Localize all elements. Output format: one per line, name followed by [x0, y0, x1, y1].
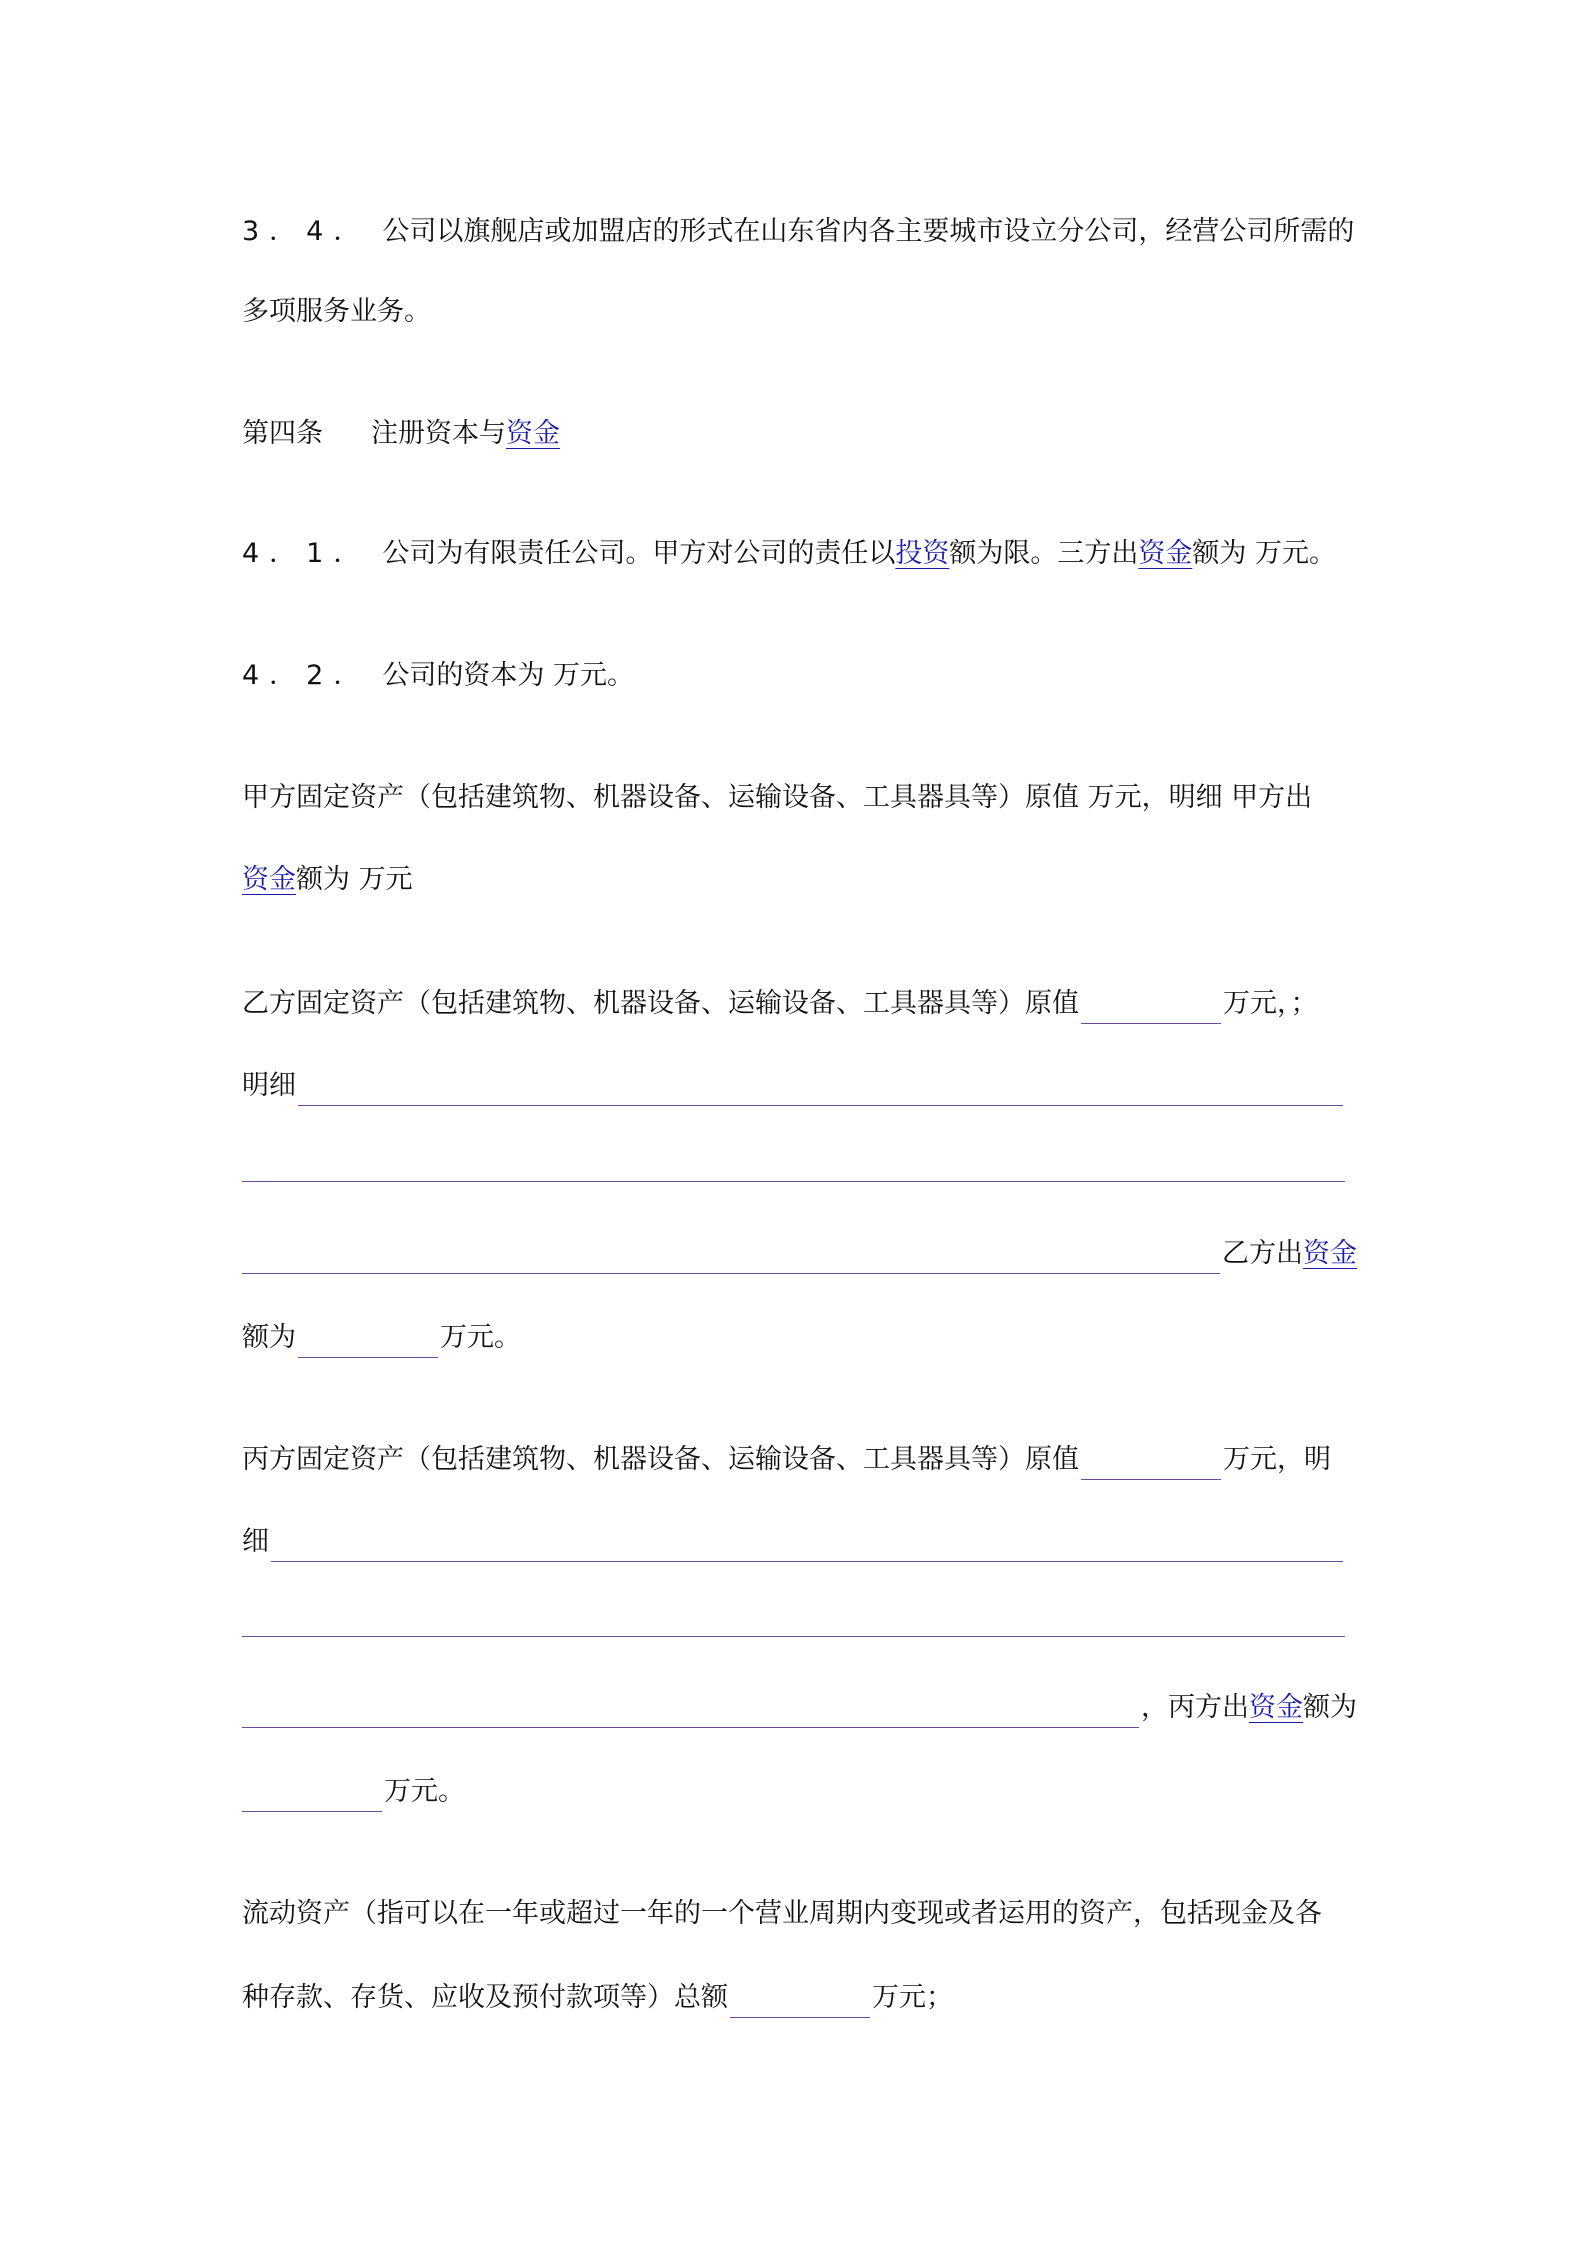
clause-4-2 [242, 656, 1357, 696]
investment-link[interactable]: 投资 [895, 538, 950, 569]
clause-text: 额为限。三方出 [949, 538, 1139, 569]
party-b-line-1 [242, 984, 1357, 1024]
party-c-line-3 [242, 1688, 1357, 1728]
original-value-blank[interactable] [1081, 993, 1221, 1024]
detail-blank-line[interactable] [242, 1636, 1345, 1637]
capital-link[interactable]: 资金 [1303, 1238, 1357, 1269]
party-c-text: ，丙方出 [1141, 1692, 1249, 1723]
party-c-text: 万元。 [384, 1776, 465, 1807]
clause-3-4-line-1 [242, 212, 1357, 252]
detail-label: 细 [242, 1526, 269, 1557]
party-b-text: 万元，； [1223, 988, 1318, 1019]
capital-link[interactable]: 资金 [506, 418, 560, 449]
article-4-heading [242, 414, 1357, 454]
detail-blank[interactable] [271, 1531, 1343, 1562]
current-assets-line-1 [242, 1894, 1357, 1934]
party-b-line-2 [242, 1066, 1345, 1106]
clause-text: 额为 万元。 [1192, 538, 1336, 569]
party-b-text: 乙方固定资产（包括建筑物、机器设备、运输设备、工具器具等）原值 [242, 988, 1079, 1019]
party-b-text: 额为 [242, 1322, 296, 1353]
total-amount-blank[interactable] [730, 1987, 870, 2018]
party-b-text: 万元。 [440, 1322, 521, 1353]
capital-link[interactable]: 资金 [242, 864, 296, 895]
party-b-line-3 [242, 1234, 1357, 1274]
party-c-text: 丙方固定资产（包括建筑物、机器设备、运输设备、工具器具等）原值 [242, 1444, 1079, 1475]
party-a-line-2 [242, 860, 1357, 900]
original-value-blank[interactable] [1081, 1449, 1221, 1480]
capital-amount-blank[interactable] [242, 1781, 382, 1812]
clause-4-1 [242, 534, 1357, 574]
party-c-line-1 [242, 1440, 1357, 1480]
clause-3-4-line-2 [242, 292, 1357, 332]
clause-text: 多项服务业务。 [242, 296, 431, 327]
clause-text: 公司为有限责任公司。甲方对公司的责任以 [382, 538, 896, 569]
party-c-line-2 [242, 1522, 1345, 1562]
clause-text: 公司以旗舰店或加盟店的形式在山东省内各主要城市设立分公司，经营公司所需的 [382, 216, 1355, 247]
current-assets-text: 万元； [872, 1982, 953, 2013]
clause-text: 公司的资本为 万元。 [382, 660, 634, 691]
capital-amount-blank[interactable] [298, 1327, 438, 1358]
party-b-line-4 [242, 1318, 1357, 1358]
detail-blank[interactable] [242, 1243, 1220, 1274]
article-title: 注册资本与 [371, 418, 506, 449]
current-assets-text: 流动资产（指可以在一年或超过一年的一个营业周期内变现或者运用的资产，包括现金及各 [242, 1898, 1322, 1929]
party-a-line-1 [242, 778, 1357, 818]
clause-number: 4．1． [242, 538, 371, 569]
party-a-text: 额为 万元 [296, 864, 413, 895]
party-c-text: 额为 [1303, 1692, 1357, 1723]
clause-number: 3．4． [242, 216, 371, 247]
party-c-text: 万元，明 [1223, 1444, 1331, 1475]
party-b-text: 乙方出 [1222, 1238, 1303, 1269]
detail-blank-line[interactable] [242, 1181, 1345, 1182]
clause-number: 4．2． [242, 660, 371, 691]
detail-blank[interactable] [298, 1075, 1343, 1106]
article-label: 第四条 [242, 418, 323, 449]
capital-link[interactable]: 资金 [1138, 538, 1193, 569]
party-a-text: 甲方固定资产（包括建筑物、机器设备、运输设备、工具器具等）原值 万元，明细 甲方出 [242, 782, 1313, 813]
current-assets-line-2 [242, 1978, 1357, 2018]
party-c-line-4 [242, 1772, 1357, 1812]
detail-label: 明细 [242, 1070, 296, 1101]
current-assets-text: 种存款、存货、应收及预付款项等）总额 [242, 1982, 728, 2013]
detail-blank[interactable] [242, 1697, 1139, 1728]
capital-link[interactable]: 资金 [1249, 1692, 1303, 1723]
